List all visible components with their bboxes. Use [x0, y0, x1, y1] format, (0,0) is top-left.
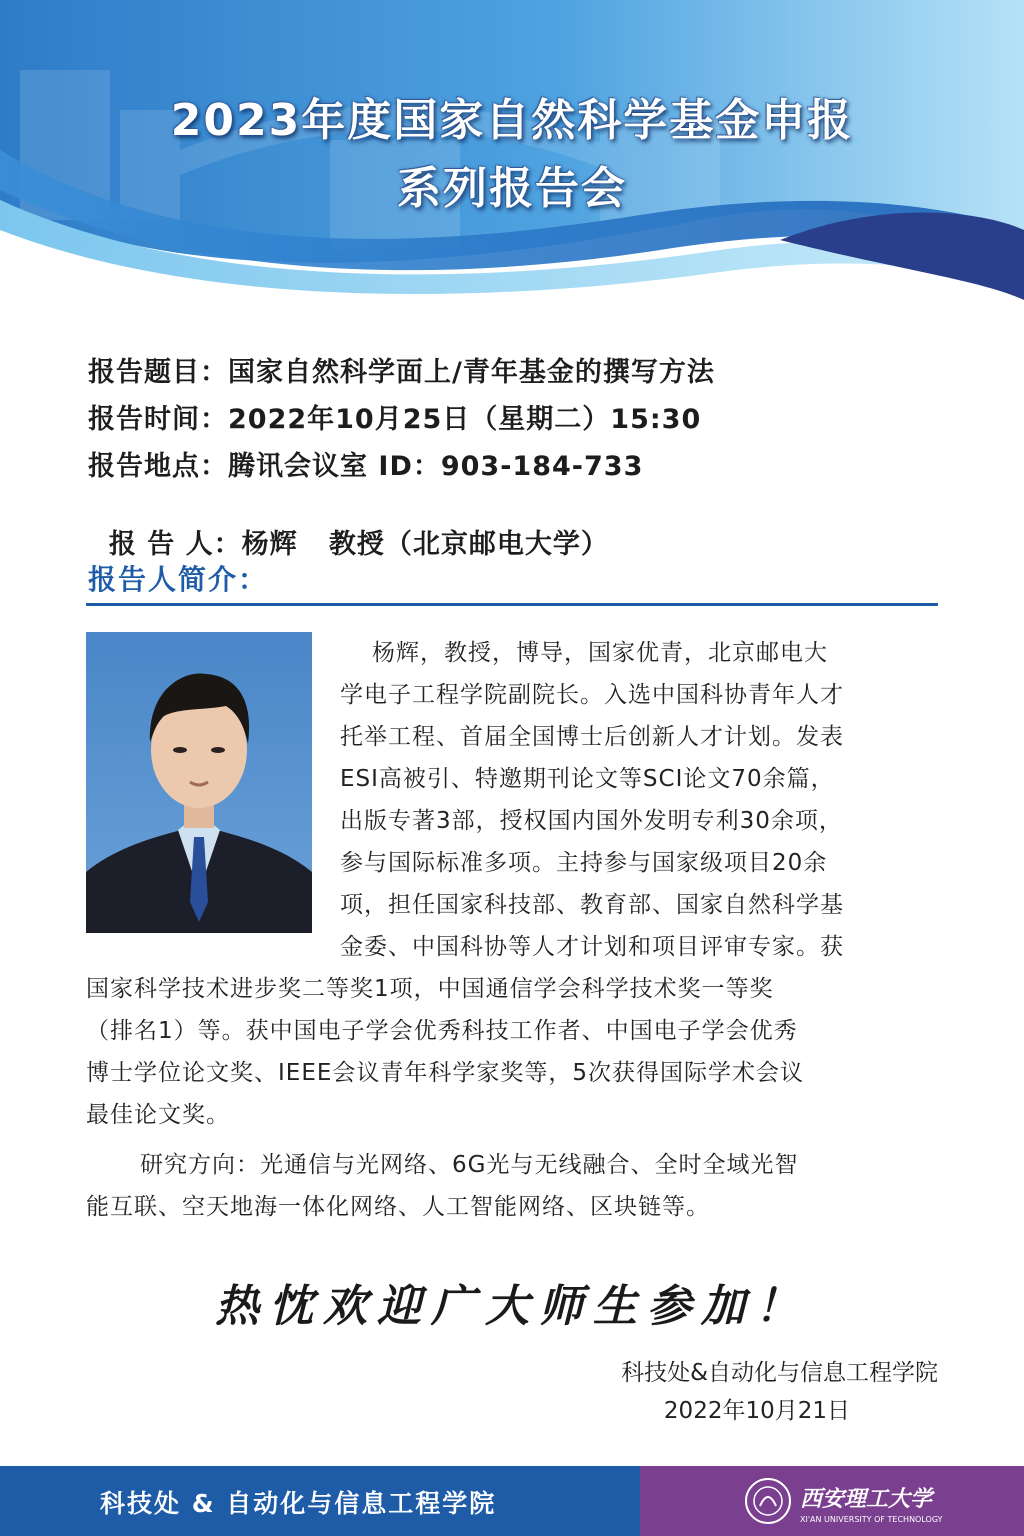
- speaker-photo: [86, 632, 312, 933]
- info-topic-value: 国家自然科学面上/青年基金的撰写方法: [228, 357, 715, 388]
- header-banner: [0, 0, 1024, 320]
- info-time-value: 2022年10月25日（星期二）15:30: [228, 404, 702, 435]
- info-speaker-label: 报 告 人：: [108, 529, 242, 560]
- organizer-signature: 科技处&自动化与信息工程学院: [621, 1360, 938, 1386]
- bio-line: 托举工程、首届全国博士后创新人才计划。发表: [340, 724, 844, 750]
- info-speaker-value: 杨辉 教授（北京邮电大学）: [241, 529, 609, 560]
- welcome-slogan: 热忱欢迎广大师生参加！: [215, 1281, 809, 1332]
- info-time-label: 报告时间：: [88, 404, 228, 435]
- info-location: [88, 444, 948, 483]
- logo-text: 西安理工大学: [800, 1486, 933, 1512]
- signature-date: 2022年10月21日: [663, 1398, 850, 1424]
- bio-line: 项，担任国家科技部、教育部、国家自然科学基: [340, 892, 844, 918]
- info-location-label: 报告地点：: [88, 451, 228, 482]
- bio-line: ESI高被引、特邀期刊论文等SCI论文70余篇，: [340, 766, 835, 792]
- sub-title: 系列报告会: [397, 163, 627, 214]
- info-time: [88, 397, 948, 436]
- info-speaker: [88, 491, 948, 561]
- bio-heading: 报告人简介：: [88, 563, 269, 596]
- bio-divider: [86, 603, 938, 606]
- info-location-value: 腾讯会议室 ID：903-184-733: [228, 451, 644, 482]
- footer-organizer: 科技处 & 自动化与信息工程学院: [100, 1489, 497, 1518]
- bio-line: 国家科学技术进步奖二等奖1项，中国通信学会科学技术奖一等奖: [86, 976, 774, 1002]
- research-line: 能互联、空天地海一体化网络、人工智能网络、区块链等。: [86, 1194, 710, 1220]
- bio-line: （排名1）等。获中国电子学会优秀科技工作者、中国电子学会优秀: [86, 1018, 798, 1044]
- bio-line: 金委、中国科协等人才计划和项目评审专家。获: [340, 934, 844, 960]
- info-topic: [88, 350, 948, 389]
- research-line: 研究方向：光通信与光网络、6G光与无线融合、全时全域光智: [140, 1152, 799, 1178]
- logo-subtext: XI'AN UNIVERSITY OF TECHNOLOGY: [800, 1515, 943, 1524]
- main-title: 2023年度国家自然科学基金申报: [170, 95, 854, 146]
- bio-line: 最佳论文奖。: [86, 1102, 230, 1128]
- bio-line: 杨辉，教授，博导，国家优青，北京邮电大: [372, 640, 828, 666]
- info-topic-label: 报告题目：: [88, 357, 228, 388]
- bio-line: 参与国际标准多项。主持参与国家级项目20余: [340, 850, 828, 876]
- university-logo: [738, 1470, 978, 1532]
- bio-line: 博士学位论文奖、IEEE会议青年科学家奖等，5次获得国际学术会议: [86, 1060, 805, 1086]
- bio-line: 学电子工程学院副院长。入选中国科协青年人才: [340, 682, 844, 708]
- bio-line: 出版专著3部，授权国内国外发明专利30余项，: [340, 808, 843, 834]
